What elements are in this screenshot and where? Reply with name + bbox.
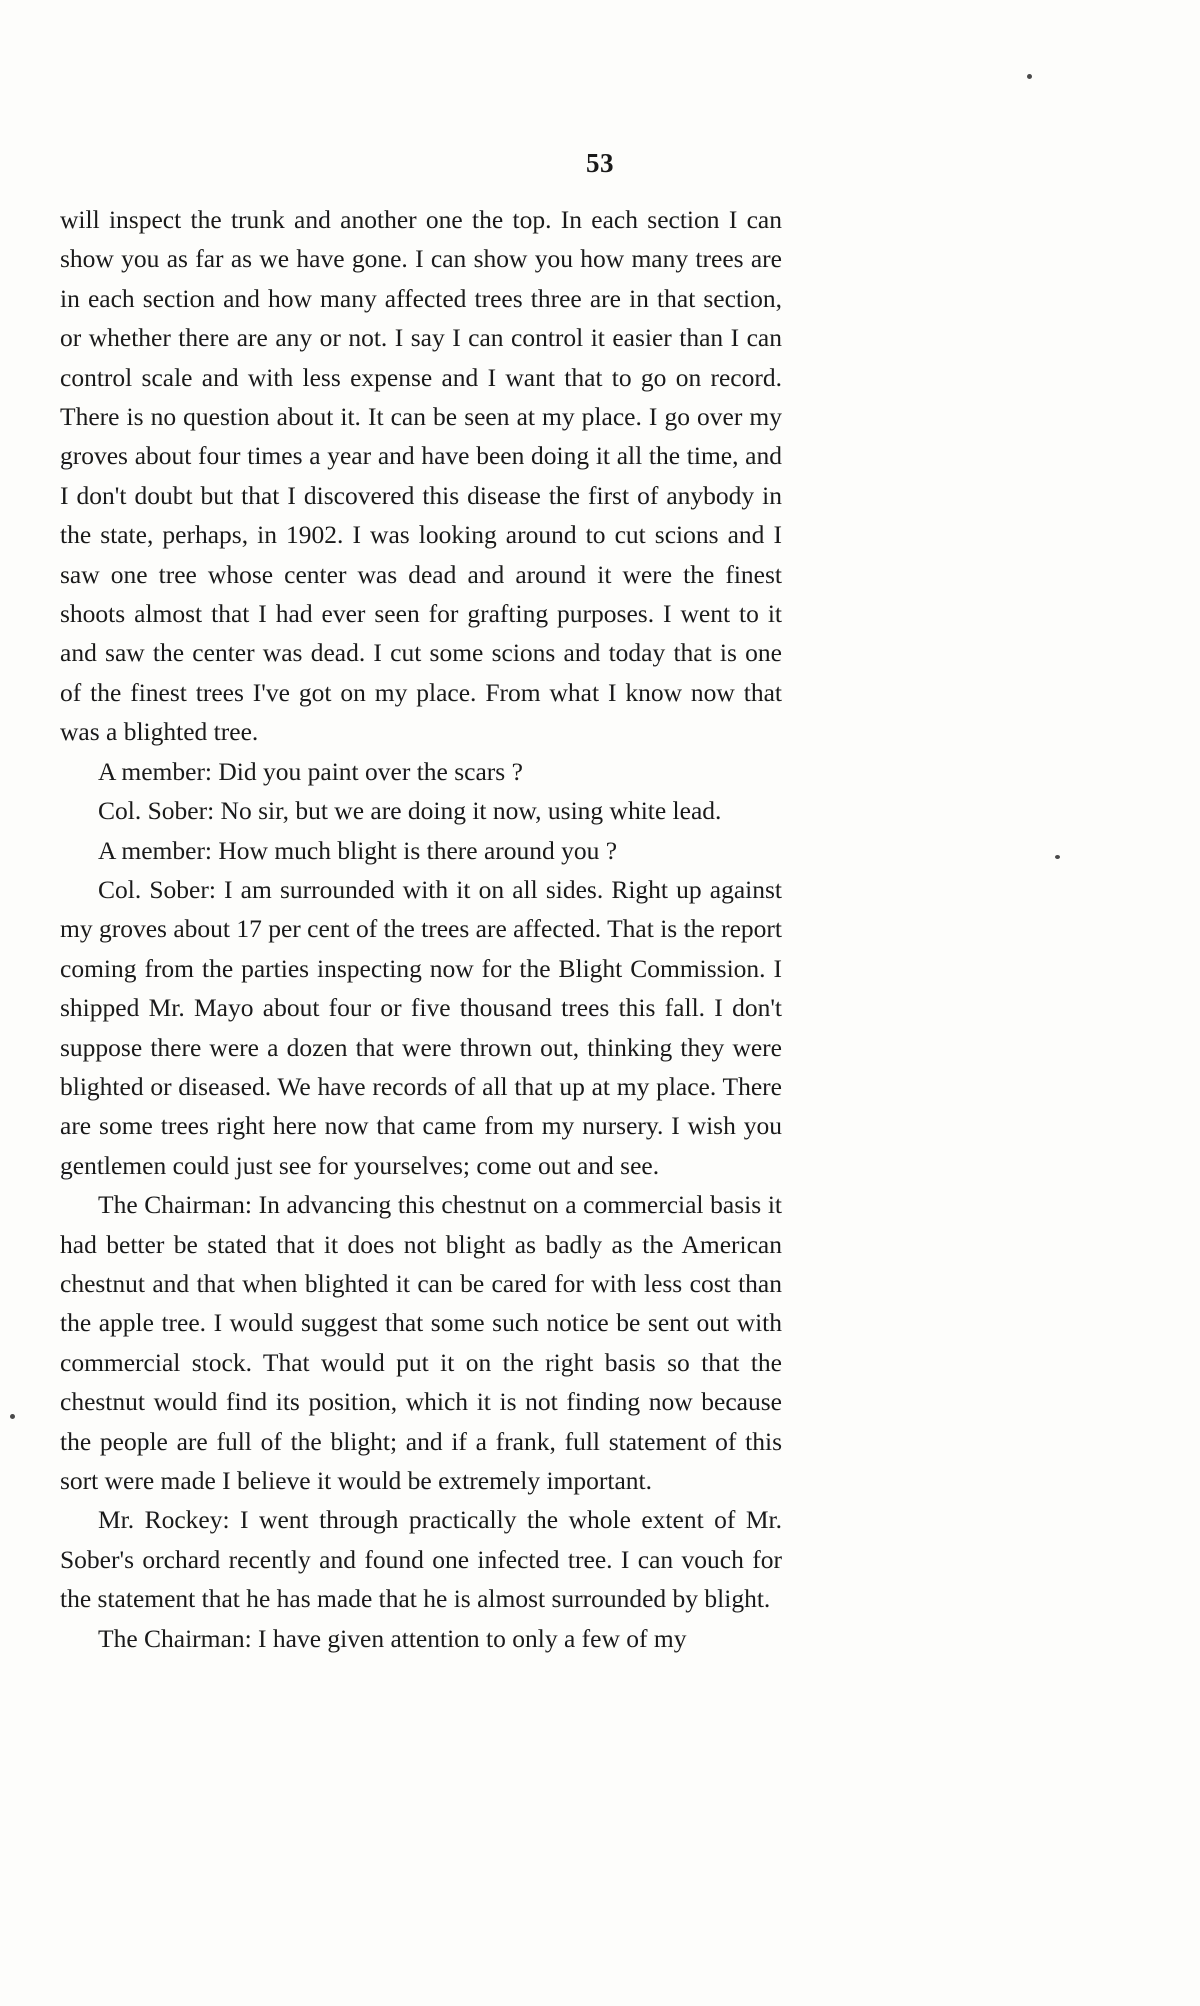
paragraph: The Chairman: I have given attention to only a few of my — [98, 1623, 687, 1653]
body-text-column — [60, 200, 782, 1658]
paragraph: Col. Sober: No sir, but we are doing it now, using white lead. — [98, 796, 722, 826]
scan-speck-icon — [10, 1414, 15, 1419]
page-number: 53 — [586, 148, 614, 178]
paragraph: A member: Did you paint over the scars ? — [98, 756, 523, 786]
scan-speck-icon — [1055, 855, 1060, 859]
paragraph: Col. Sober: I am surrounded with it on all sides. Right up against my groves about 17 per cent of the trees are affected. That is the report coming from the parties inspecting now for the Blight Commission. I shipped Mr. Mayo about four or five thousand trees this fall. I don't suppose there were a dozen that were thrown out, thinking they were blighted or diseased. We have records of all that up at my place. There are some trees right here now that came from my nursery. I wish you gentlemen could just see for yourselves; come out and see. — [60, 874, 782, 1180]
paragraph: The Chairman: In advancing this chestnut on a commercial basis it had better be stated that it does not blight as badly as the American chestnut and that when blighted it can be cared for with less cost than the apple tree. I would suggest that some such notice be sent out with commercial stock. That would put it on the right basis so that the chestnut would find its position, which it is not finding now because the people are full of the blight; and if a frank, full statement of this sort were made I believe it would be extremely important. — [60, 1190, 782, 1495]
paragraph: will inspect the trunk and another one the top. In each section I can show you as far as we have gone. I can show you how many trees are in each section and how many affected trees three are in that section, or whether there are any or not. I say I can control it easier than I can control scale and with less expense and I want that to go on record. There is no question about it. It can be seen at my place. I go over my groves about four times a year and have been doing it all the time, and I don't doubt but that I discovered this disease the first of anybody in the state, perhaps, in 1902. I was looking around to cut scions and I saw one tree whose center was dead and around it were the finest shoots almost that I had ever seen for grafting purposes. I went to it and saw the center was dead. I cut some scions and today that is one of the finest trees I've got on my place. From what I know now that was a blighted tree. — [60, 205, 782, 747]
paragraph: Mr. Rockey: I went through practically the whole extent of Mr. Sober's orchard recently and found one infected tree. I can vouch for the statement that he has made that he is almost surrounded by blight. — [60, 1505, 782, 1614]
paragraph: A member: How much blight is there around you ? — [98, 835, 618, 865]
scan-speck-icon — [1027, 74, 1032, 79]
